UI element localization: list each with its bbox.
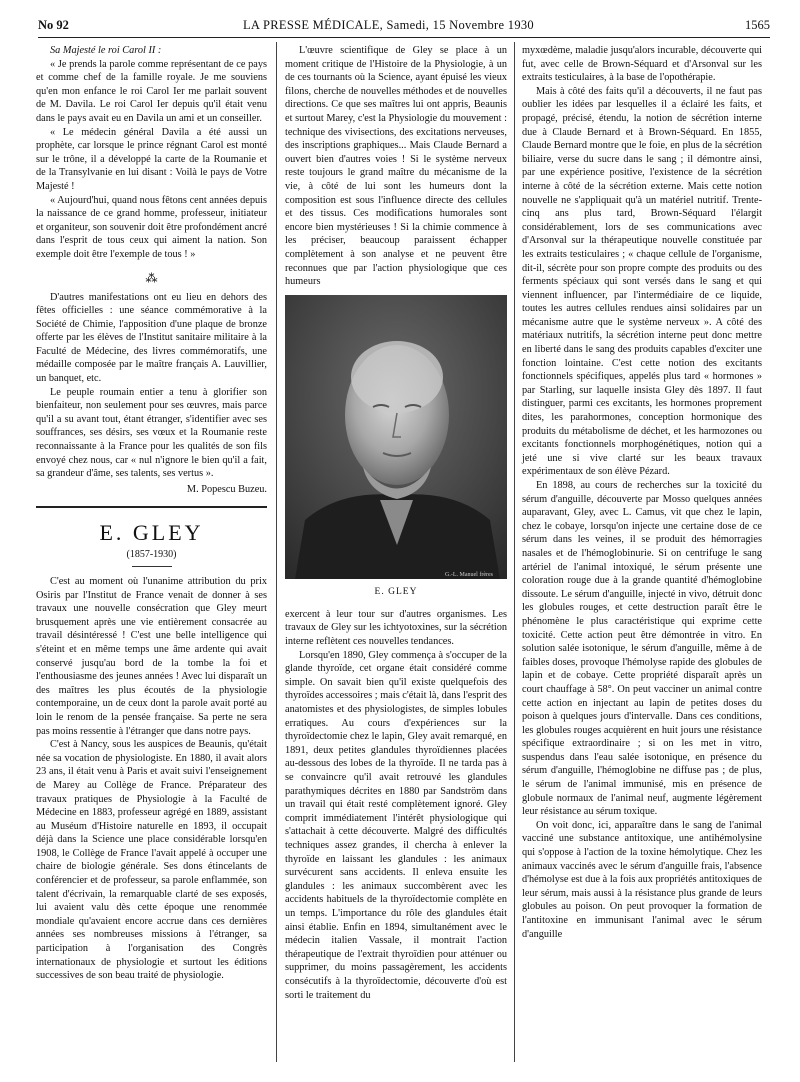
- paragraph: Lorsqu'en 1890, Gley commença à s'occuper de la glande thyroïde, cet organe était considéré comme simple. On savait bien qu'il existe quelquefois des thyroïdes accessoires ; mais c'était là, dans l'esprit des anatomistes et des physiologistes, de simples lobules erratiques. Au cours d'expériences sur la thyroïdectomie chez le lapin, Gley avait remarqué, en 1891, deux petites glandules thyroïdiennes placées au-dessous des lobes de la thyroïde. Il ne tarda pas à se convaincre qu'il avait retrouvé les glandules parathymiques décrites en 1880 par Sandström dans un travail qui était resté complètement ignoré. Gley comprit immédiatement l'intérêt physiologique qui s'attachait à cette découverte. Malgré des difficultés techniques assez grandes, il chercha à enlever la thyroïde en laissant les glandules : les animaux survécurent sans accidents. Il enleva ensuite les glandules : les animaux succombèrent avec les accidents habituels de la thyroïdectomie complète en un temps. L'importance du rôle des glandules était ainsi établie. Enfin en 1894, simultanément avec le médecin italien Vassale, il montrait l'action thérapeutique de l'extrait thyroïdien pour atténuer ou supprimer, du moins passagèrement, les accidents consécutifs à la thyroïdectomie, découverte d'où est sorti le traitement du: [285, 649, 507, 1001]
- header-rule: [38, 37, 770, 38]
- column-3: [522, 44, 762, 941]
- photo-credit: G.-L. Manuel frères: [445, 571, 493, 578]
- column-1: [36, 44, 267, 983]
- portrait-figure: [285, 295, 507, 600]
- figure-caption: E. GLEY: [374, 587, 418, 598]
- running-head: [38, 16, 770, 36]
- column-divider-1: [276, 42, 277, 1062]
- obituary-dates: (1857-1930): [126, 549, 177, 561]
- paragraph: D'autres manifestations ont eu lieu en dehors des fêtes officielles : une séance commémorative à la Société de Chimie, l'apposition d'une plaque de bronze offerte par les élèves de l'Institut sanitaire militaire à la Faculté de Médecine, des livres commémoratifs, une médaille composée par le maître français A. Lauvillier, un banquet, etc.: [36, 291, 267, 385]
- paragraph: myxœdème, maladie jusqu'alors incurable, découverte qui fut, avec celle de Brown-Séquard et d'Arsonval sur les extraits testiculaires, à la base de l'opothérapie.: [522, 45, 762, 84]
- section-ornament: ⁂: [145, 270, 158, 285]
- dates-rule: [132, 566, 172, 567]
- page-number: 1565: [745, 18, 770, 32]
- portrait-photo: [285, 295, 507, 579]
- journal-title: LA PRESSE MÉDICALE, Samedi, 15 Novembre 1930: [243, 18, 534, 32]
- section-rule: [36, 506, 267, 508]
- column-2: [285, 44, 507, 1002]
- speech-intro: Sa Majesté le roi Carol II :: [50, 45, 162, 56]
- paragraph: « Je prends la parole comme représentant de ce pays et comme chef de la famille royale. Je me souviens qu'en mon enfance le roi Carol Ier me parlait souvent de M. Davila. Le roi Carol Ier depuis qu'il était venu dans le pays avait eu en Davila un ami et un conseiller.: [36, 58, 267, 124]
- obituary-title: E. GLEY: [99, 520, 204, 546]
- column-divider-2: [514, 42, 515, 1062]
- paragraph: C'est à Nancy, sous les auspices de Beaunis, qu'était née sa vocation de physiologiste. En 1880, il avait alors 23 ans, il était venu à Paris et avait suivi l'enseignement de Marey au Collège de France. Préparateur des travaux pratiques de Physiologie à la Faculté de Médecine en 1883, professeur agrégé en 1889, assistant au Muséum d'Histoire naturelle en 1893, il occupait déjà dans la Science une place considérable lorsqu'en 1908, le Collège de France l'avait appelé à occuper une chaire de biologie générale. Ses dons étincelants de conférencier et de professeur, sa parole enflammée, son talent d'écrivain, la remarquable clarté de ses exposés, lui avaient valu dès cette époque une renommée mondiale qu'avaient encore accrue dans ces dernières années ses nombreuses missions à l'étranger, sa participation à l'organisation des Congrès internationaux de physiologie et surtout les éditions successives de son beau traité de physiologie.: [36, 739, 267, 982]
- issue-number: No 92: [38, 18, 69, 32]
- paragraph: L'œuvre scientifique de Gley se place à un moment critique de l'Histoire de la Physiologie, à un de ces tournants où la Science, ayant épuisé les vieux filons, cherche de nouvelles méthodes et de nouvelles directions. Ce que ses maîtres lui ont appris, Beaunis et surtout Marey, c'est la Physiologie du mouvement : technique des vivisections, des excitations nerveuses, des inscriptions graphiques... Mais Claude Bernard a ouvert bien d'autres voies ! Si le système nerveux reste toujours le grand maître du mécanisme de la vie, à côté de lui sont les humeurs dont la composition est sous l'influence directe des cellules et des tissus. Ces modifications humorales sont encore bien mystérieuses ! Si la chimie commence à les préciser, beaucoup paraissent échapper complètement à son analyse et ne peuvent être reconnues que par l'action physiologique que ces humeurs: [285, 45, 507, 288]
- paragraph: En 1898, au cours de recherches sur la toxicité du sérum d'anguille, découverte par Mosso quelques années auparavant, Gley, avec L. Camus, vit que chez le lapin, chez le cobaye, lorsqu'on injecte une certaine dose de ce sérum dans les veines, il se produit des hémorragies nasales et de l'hémoglobinurie. Si on centrifuge le sang artériel de l'animal intoxiqué, le sérum présente une coloration rouge due à la grande quantité d'hémoglobine dissoute. Le sérum d'anguille, injecté in vivo, détruit donc les globules rouges, et cette destruction paraît être le phénomène le plus caractéristique qui exprime cette toxicité. Cette action peut être démontrée in vitro. En solution salée isotonique, le sérum d'anguille, même à de faibles doses, provoque l'hémolyse rapide des globules de lapin et de cobaye. Cette propriété disparaît après un court chauffage à 58°. On peut vacciner un animal contre cette action en injectant au lapin de petites doses du poison à quelques jours d'intervalle. Dans ces conditions, les globules rouges acquièrent en huit jours une résistance spécifique extraordinaire ; si on les met in vitro, suspendus dans l'eau salée isotonique, en présence du sérum d'anguille, l'hémoglobine ne diffuse pas ; de plus, le sérum de l'animal immunisé, mis en présence de globule normaux de l'animal neuf, augmente légèrement leur résistance au sérum toxique.: [522, 480, 762, 818]
- paragraph: On voit donc, ici, apparaître dans le sang de l'animal vacciné une substance antitoxique, une antihémolysine qui s'oppose à l'action de la toxine hémolytique. Chez les animaux vaccinés avec le sérum d'anguille frais, l'absence d'hémolyse est due à la fois aux propriétés antitoxiques de leur sérum, mais aussi à la résistance plus grande de leurs globules au poison. On peut provoquer la formation de l'antitoxine en immunisant l'animal avec le sérum d'anguille: [522, 819, 762, 940]
- author-signature: M. Popescu Buzeu.: [186, 483, 267, 495]
- paragraph: exercent à leur tour sur d'autres organismes. Les travaux de Gley sur les ichtyotoxines, sur la sécrétion interne reflètent ces nouvelles tendances.: [285, 608, 507, 648]
- paragraph: « Aujourd'hui, quand nous fêtons cent années depuis la naissance de ce grand homme, professeur, initiateur et organiteur, son souvenir doit être profondément ancré dans l'esprit de tous ceux qui aiment la nation. Son exemple doit être l'exemple de tous ! »: [36, 194, 268, 260]
- paragraph: Le peuple roumain entier a tenu à glorifier son bienfaiteur, non seulement pour ses œuvres, mais parce qu'il a su avant tout, étant étranger, s'identifier avec ses souffrances, ses désirs, ses vœux et la Roumanie reste reconnaissante à la France pour les qualités de son fils envoyé chez nous, car « nul n'ignore le bien qu'il a fait, sa grandeur d'âme, ses talents, ses vertus ».: [36, 386, 267, 480]
- paragraph: « Le médecin général Davila a été aussi un prophète, car lorsque le prince régnant Carol est monté sur le trône, il a développé la carte de la Roumanie et de la Transylvanie en lui disant : Voilà le pays de Votre Majesté !: [36, 126, 267, 192]
- paragraph: Mais à côté des faits qu'il a découverts, il ne faut pas oublier les idées par lesquelles il a éclairé les faits, et propagé, précisé, étendu, la notion de sécrétion interne due à Claude Bernard et à Brown-Séquard. En 1855, Claude Bernard montre que le foie, en plus de la sécrétion biliaire, verse du sucre dans le sang ; il démontre ainsi, par une expérience positive, l'existence de la sécrétion interne à côté de la sécrétion externe. Mais cette notion nouvelle ne s'appliquait qu'à un matériel nutritif. Trente-cinq ans plus tard, Brown-Séquard l'élargit considérablement, lors de ses communications avec d'Arsonval sur la thérapeutique nouvelle constituée par les extraits testiculaires ; « chaque cellule de l'organisme, dit-il, sécrète pour son propre compte des produits ou des ferments spéciaux qui sont versés dans le sang et qui viennent influencer, par l'intermédiaire de ce liquide, toutes les autres cellules rendues ainsi solidaires par un mécanisme autre que le système nerveux ». A côté des matériaux nutritifs, la sécrétion interne peut donc mettre en liberté dans le sang des produits capables d'exciter une fonction lointaine. C'est cette notion des excitants fonctionnels spécifiques, appelés plus tard « hormones » par Starling, sur laquelle insista Gley dès 1897. Il faut distinguer, parmi ces excitants, les hormones proprement dites, les parahormones, conception hormonique des produits du métabolisme de déchet, et les harmozones ou excitants fonctionnels morphogénétiques, notion qui a jeté une si vive clarté sur les beaux travaux expérimentaux de son élève Pézard.: [522, 85, 762, 478]
- paragraph: C'est au moment où l'unanime attribution du prix Osiris par l'Institut de France venait de donner à ses travaux une nouvelle consécration que Gley meurt brusquement après une vie entièrement consacrée au travail désintéressé ! C'est une belle intelligence qui s'éteint et en même temps une âme ardente qui avait conservé jusqu'au bord de la tombe la foi et l'enthousiasme des jeunes années ! Avec lui disparaît un des maîtres les plus écoutés de la physiologie contemporaine, un de ceux dont la parole avait porté au loin le renom de la pensée française. Sa perte ne sera pas moins ressentie à l'étranger que dans notre pays.: [36, 576, 267, 737]
